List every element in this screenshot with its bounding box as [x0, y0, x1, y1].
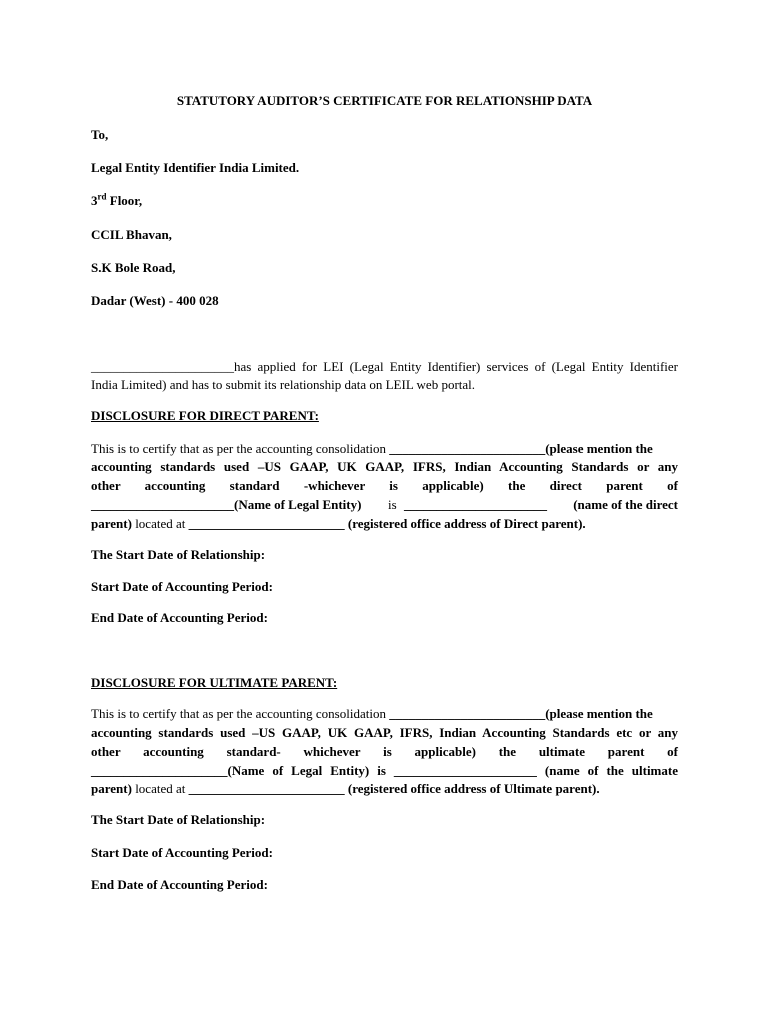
- ultimate-line-5-address: ________________________ (registered office address of Ultimate parent).: [188, 781, 600, 796]
- direct-line-5: [91, 516, 586, 532]
- ultimate-line-1: [91, 706, 653, 722]
- address-building: CCIL Bhavan,: [91, 227, 172, 242]
- address-road: S.K Bole Road,: [91, 260, 176, 275]
- direct-line-1: [91, 441, 653, 457]
- intro-line-1: ______________________has applied for LEI (Legal Entity Identifier) services of (Legal Entity Identifier: [91, 359, 678, 374]
- direct-line-5-located: located at: [131, 516, 189, 531]
- direct-parent-heading: DISCLOSURE FOR DIRECT PARENT:: [91, 408, 319, 423]
- salutation: To,: [91, 127, 109, 142]
- ultimate-line-1-bold: ________________________(please mention the: [389, 706, 653, 721]
- ultimate-start-period: Start Date of Accounting Period:: [91, 845, 273, 860]
- direct-line-2: accounting standards used –US GAAP, UK GAAP, IFRS, Indian Accounting Standards or any: [91, 459, 678, 474]
- floor-suffix: rd: [97, 191, 107, 202]
- ultimate-line-5-parent: parent): [91, 781, 132, 796]
- address-city: Dadar (West) - 400 028: [91, 293, 219, 308]
- intro-line-2: India Limited) and has to submit its relationship data on LEIL web portal.: [91, 377, 476, 392]
- document-title: STATUTORY AUDITOR’S CERTIFICATE FOR RELATIONSHIP DATA: [176, 93, 593, 108]
- direct-line-5-address: ________________________ (registered office address of Direct parent).: [188, 516, 586, 531]
- direct-line-5-parent: parent): [91, 516, 132, 531]
- floor-number: 3: [91, 193, 98, 208]
- direct-end-period: End Date of Accounting Period:: [91, 610, 268, 625]
- direct-line-4-blank: ______________________: [404, 497, 547, 512]
- ultimate-line-5: [91, 781, 600, 797]
- ultimate-line-2: accounting standards used –US GAAP, UK GAAP, IFRS, Indian Accounting Standards etc or any: [91, 725, 678, 740]
- address-floor: [91, 193, 142, 209]
- direct-line-1-bold: ________________________(please mention the: [389, 441, 653, 456]
- recipient-name: Legal Entity Identifier India Limited.: [91, 160, 300, 175]
- ultimate-parent-heading: DISCLOSURE FOR ULTIMATE PARENT:: [91, 675, 338, 690]
- direct-line-1-text: This is to certify that as per the accounting consolidation: [91, 441, 390, 456]
- direct-start-period: Start Date of Accounting Period:: [91, 579, 273, 594]
- ultimate-end-period: End Date of Accounting Period:: [91, 877, 268, 892]
- direct-line-4-entity: ______________________(Name of Legal Entity): [91, 497, 362, 512]
- ultimate-line-5-located: located at: [131, 781, 189, 796]
- direct-line-4-is: is: [388, 497, 397, 512]
- direct-start-relationship: The Start Date of Relationship:: [91, 547, 266, 562]
- direct-line-4-parent: (name of the direct: [573, 497, 678, 512]
- ultimate-start-relationship: The Start Date of Relationship:: [91, 812, 266, 827]
- ultimate-line-3: other accounting standard- whichever is applicable) the ultimate parent of: [91, 744, 678, 759]
- floor-word: Floor,: [106, 193, 143, 208]
- ultimate-line-1-text: This is to certify that as per the accounting consolidation: [91, 706, 390, 721]
- ultimate-line-4: _____________________(Name of Legal Entity) is ______________________ (name of the ultimate: [91, 763, 678, 778]
- direct-line-3: other accounting standard -whichever is applicable) the direct parent of: [91, 478, 678, 493]
